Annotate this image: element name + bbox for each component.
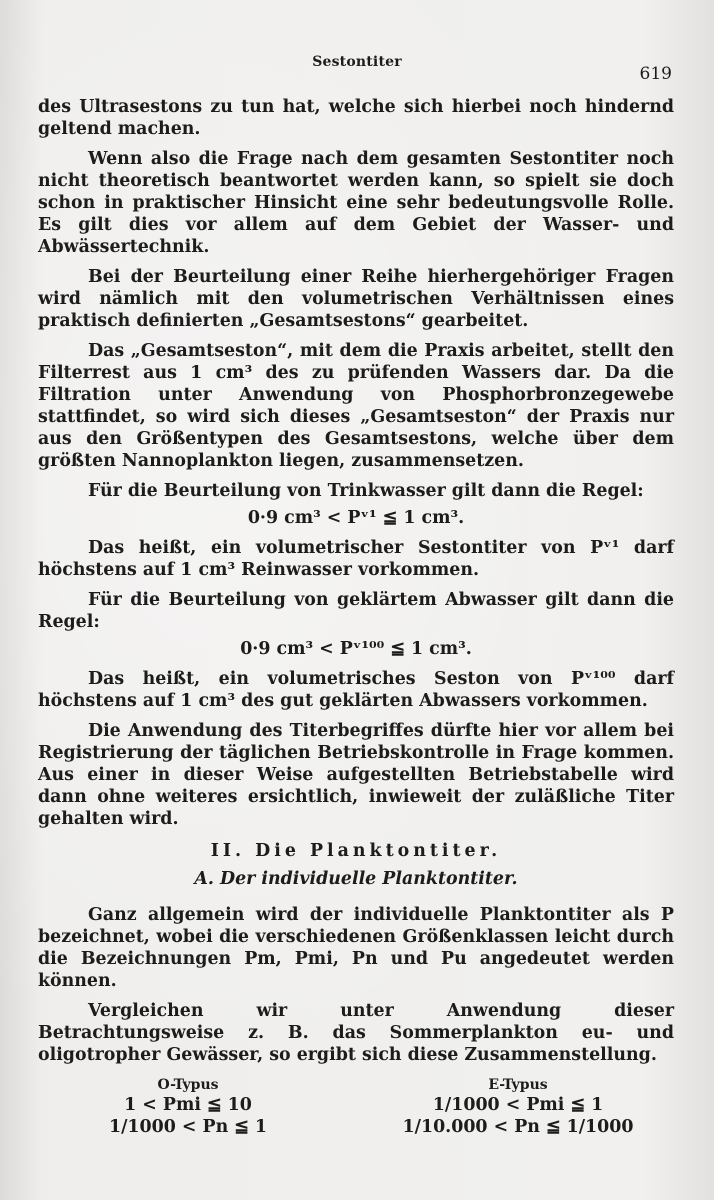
o-typus-row-1: 1 < Pmi ≦ 10 (124, 1095, 252, 1115)
page-number: 619 (639, 64, 672, 84)
formula-1: 0·9 cm³ < Pᵛ¹ ≦ 1 cm³. (247, 508, 465, 528)
paragraph-7: Für die Beurteilung von geklärtem Abwasser gilt dann die Regel: (38, 590, 674, 632)
paragraph-10: Ganz allgemein wird der individuelle Planktontiter als P bezeichnet, wobei die verschiedenen Größenklassen leicht durch die Bezeichnungen Pm, Pmi, Pn und Pu angedeutet werden können. (38, 905, 674, 991)
o-typus-label: O-Typus (157, 1077, 219, 1093)
paragraph-5: Für die Beurteilung von Trinkwasser gilt dann die Regel: (88, 481, 644, 501)
running-title: Sestontiter (312, 54, 402, 70)
page-body (38, 96, 674, 1146)
paragraph-8: Das heißt, ein volumetrisches Seston von Pᵛ¹⁰⁰ darf höchstens auf 1 cm³ des gut geklärten Abwassers vorkommen. (38, 669, 674, 711)
paragraph-3: Bei der Beurteilung einer Reihe hierhergehöriger Fragen wird nämlich mit den volumetrischen Verhältnissen eines praktisch definierten „Gesamtsestons“ gearbeitet. (38, 267, 674, 331)
e-typus-column (398, 1076, 638, 1138)
paragraph-11: Vergleichen wir unter Anwendung dieser Betrachtungsweise z. B. das Sommerplankton eu- und oligotropher Gewässer, so ergibt sich diese Zusammenstellung. (38, 1001, 674, 1065)
o-typus-row-2: 1/1000 < Pn ≦ 1 (108, 1117, 268, 1137)
section-heading: II. Die Planktontiter. (210, 841, 502, 861)
paragraph-4: Das „Gesamtseston“, mit dem die Praxis arbeitet, stellt den Filterrest aus 1 cm³ des zu prüfenden Wassers dar. Da die Filtration unter Anwendung von Phosphorbronzegewebe stattfindet, so wird sich dieses „Gesamtseston“ der Praxis nur aus den Größentypen des Gesamtsestons, welche über dem größten Nannoplankton liegen, zusammensetzen. (38, 341, 674, 471)
e-typus-row-2: 1/10.000 < Pn ≦ 1/1000 (402, 1117, 634, 1137)
paragraph-2: Wenn also die Frage nach dem gesamten Sestontiter noch nicht theoretisch beantwortet werden kann, so spielt sie doch schon in praktischer Hinsicht eine sehr bedeutungsvolle Rolle. Es gilt dies vor allem auf dem Gebiet der Wasser- und Abwässertechnik. (38, 149, 674, 257)
o-typus-column (98, 1076, 278, 1138)
type-comparison (38, 1076, 674, 1146)
paragraph-1: des Ultrasestons zu tun hat, welche sich hierbei noch hindernd geltend machen. (38, 97, 674, 139)
paragraph-6: Das heißt, ein volumetrischer Sestontiter von Pᵛ¹ darf höchstens auf 1 cm³ Reinwasser vorkommen. (38, 538, 674, 580)
e-typus-label: E-Typus (488, 1077, 548, 1093)
page-header (0, 50, 714, 84)
subsection-heading: A. Der individuelle Planktontiter. (194, 869, 518, 889)
formula-2: 0·9 cm³ < Pᵛ¹⁰⁰ ≦ 1 cm³. (240, 639, 472, 659)
e-typus-row-1: 1/1000 < Pmi ≦ 1 (432, 1095, 604, 1115)
paragraph-9: Die Anwendung des Titerbegriffes dürfte hier vor allem bei Registrierung der täglichen Betriebskontrolle in Frage kommen. Aus einer in dieser Weise aufgestellten Betriebstabelle wird dann ohne weiteres ersichtlich, inwieweit der zuläßliche Titer gehalten wird. (38, 721, 674, 829)
